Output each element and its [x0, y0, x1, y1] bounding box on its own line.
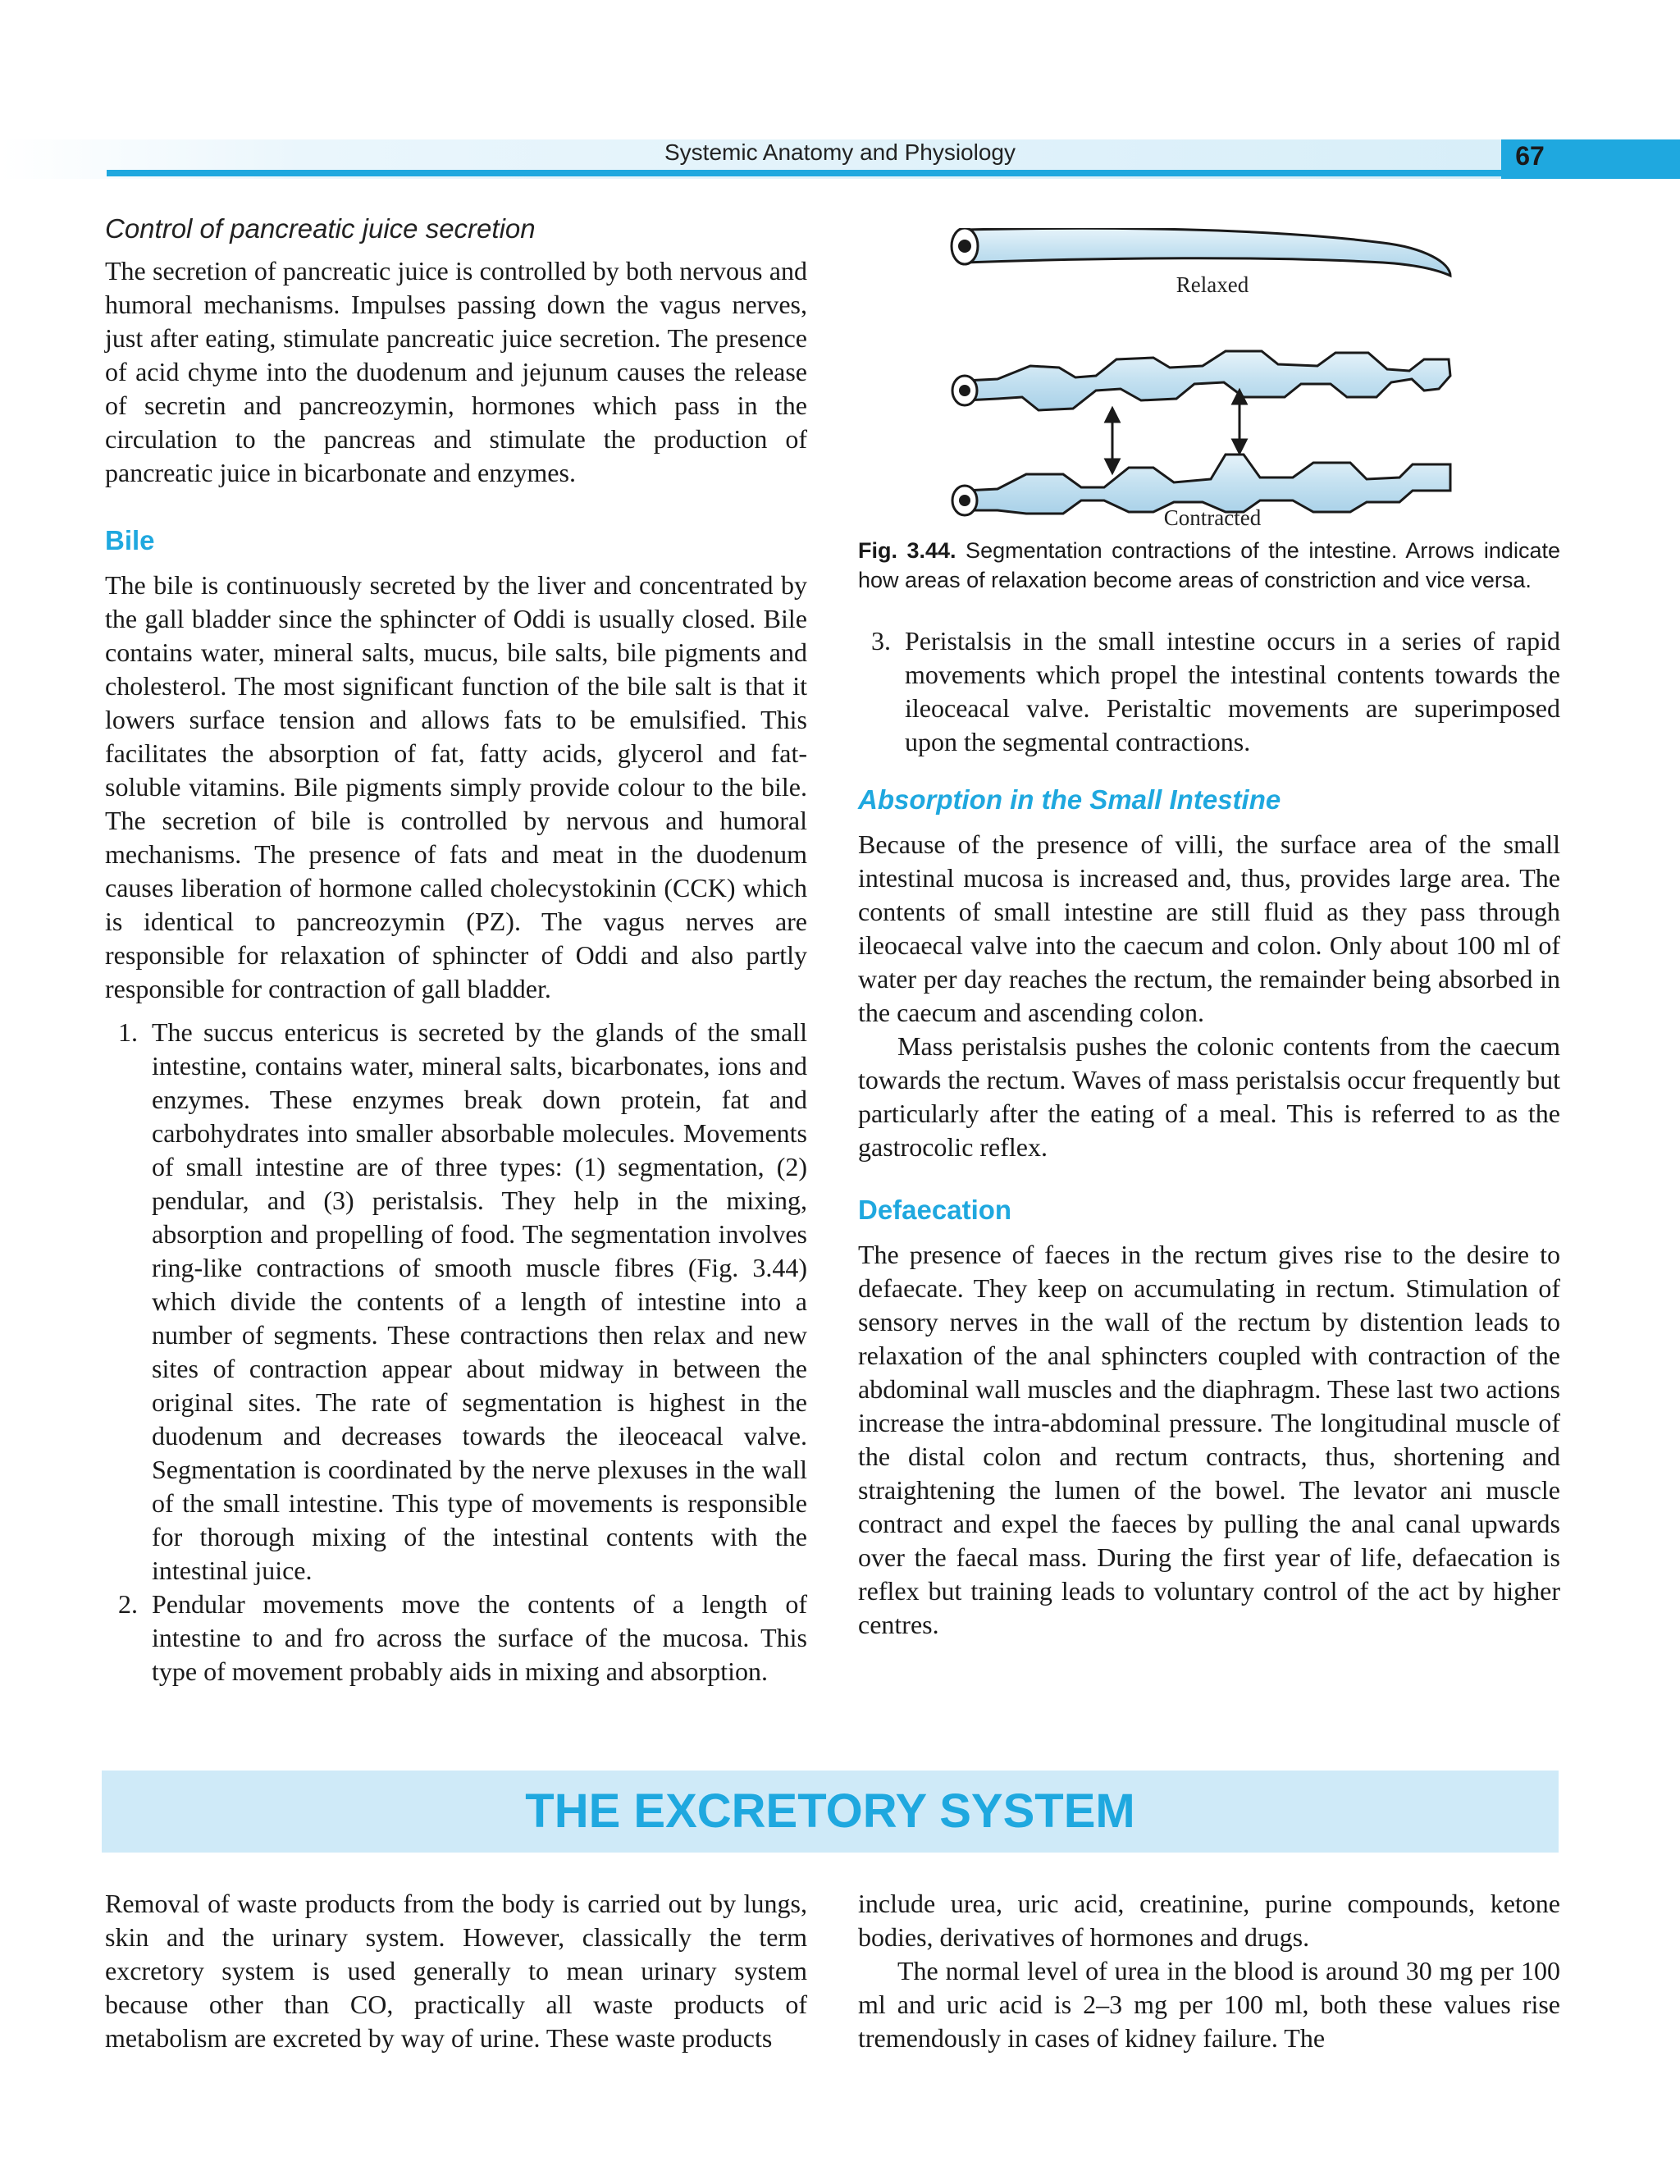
contracted-tube-lower-lumen	[959, 495, 970, 506]
relaxed-tube	[965, 228, 1450, 276]
list-item-number: 2.	[118, 1589, 138, 1619]
list-item-text: Pendular movements move the contents of a length of intestine to and fro across the surface of the mucosa. This type of movement probably aids in mixing and absorption.	[152, 1589, 807, 1686]
label-relaxed: Relaxed	[1176, 272, 1249, 297]
bile-paragraph: The bile is continuously secreted by the liver and concentrated by the gall bladder since the sphincter of Oddi is usually closed. Bile contains water, mineral salts, mucus, bile salts, bile pigments and cholesterol. The most significant function of the bile salt is that it lowers surface tension and allows fats to be emulsified. This facilitates the absorption of fat, fatty acids, glycerol and fat-soluble vitamins. Bile pigments simply provide colour to the bile. The secretion of bile is controlled by nervous and humoral mechanisms. The presence of fats and meat in the duodenum causes liberation of hormone called cholecystokinin (CCK) which is identical to pancreozymin (PZ). The vagus nerves are responsible for relaxation of sphincter of Oddi and also partly responsible for contraction of gall bladder.	[105, 570, 807, 1003]
page-number: 67	[1515, 141, 1545, 171]
bottom-right-column	[858, 1887, 1560, 2055]
urea-level-paragraph: The normal level of urea in the blood is around 30 mg per 100 ml and uric acid is 2–3 mg per 100 ml, both these values rise tremendously in cases of kidney failure. The	[858, 1956, 1560, 2053]
excretory-continued-paragraph: include urea, uric acid, creatinine, purine compounds, ketone bodies, derivatives of hormones and drugs.	[858, 1889, 1560, 1952]
list-item-text: The succus entericus is secreted by the glands of the small intestine, contains water, mineral salts, bicarbonates, ions and enzymes. These enzymes break down protein, fat and carbohydrates into smaller absorbable molecules. Movements of small intestine are of three types: (1) segmentation, (2) pendular, and (3) peristalsis. They help in the mixing, absorption and propelling of food. The segmentation involves ring-like contractions of smooth muscle fibres (Fig. 3.44) which divide the contents of a length of intestine into a number of segments. These contractions then relax and new sites of contraction appear about midway in between the original sites. The rate of segmentation is highest in the duodenum and decreases towards the ileoceacal valve. Segmentation is coordinated by the nerve plexuses in the wall of the small intestine. This type of movements is responsible for thorough mixing of the intestinal contents with the intestinal juice.	[152, 1017, 807, 1585]
contracted-tube-upper	[965, 351, 1450, 410]
segmentation-diagram	[858, 228, 1560, 528]
list-item-1	[105, 1016, 807, 1588]
figure-label: Fig. 3.44.	[858, 538, 956, 563]
chapter-banner	[102, 1771, 1559, 1853]
chapter-title: THE EXCRETORY SYSTEM	[525, 1784, 1135, 1838]
contracted-tube-upper-lumen	[959, 385, 970, 396]
left-column	[105, 212, 807, 1688]
section-title-pancreatic: Control of pancreatic juice secretion	[105, 213, 536, 244]
list-item-number: 1.	[118, 1017, 138, 1047]
label-contracted: Contracted	[1163, 505, 1262, 528]
section-title-absorption: Absorption in the Small Intestine	[858, 784, 1281, 815]
relaxed-tube-lumen	[958, 240, 971, 253]
defaecation-paragraph: The presence of faeces in the rectum gives rise to the desire to defaecate. They keep on accumulating in rectum. Stimulation of sensory nerves in the wall of the rectum by distention leads to relaxation of the anal sphincters coupled with contraction of the abdominal wall muscles and the diaphragm. These last two actions increase the intra-abdominal pressure. The longitudinal muscle of the distal colon and rectum contracts, thus, shortening and straightening the lumen of the bowel. The levator ani muscle contract and expel the faeces by pulling the anal canal upwards over the faecal mass. During the first year of life, defaecation is reflex but training leads to voluntary control of the act by higher centres.	[858, 1240, 1560, 1639]
list-item-number: 3.	[871, 626, 891, 656]
running-title: Systemic Anatomy and Physiology	[664, 139, 1016, 165]
absorption-paragraph-2: Mass peristalsis pushes the colonic contents from the caecum towards the rectum. Waves of mass peristalsis occur frequently but particularly after the eating of a meal. This is referred to as the gastrocolic reflex.	[858, 1031, 1560, 1162]
header-rule	[107, 170, 1509, 176]
figure-segmentation	[858, 228, 1560, 528]
excretory-intro-paragraph: Removal of waste products from the body is carried out by lungs, skin and the urinary system. However, classically the term excretory system is used generally to mean urinary system because other than CO, practically all waste products of metabolism are excreted by way of urine. These waste products	[105, 1889, 807, 2053]
arrow-left	[1106, 409, 1119, 473]
absorption-paragraph-1: Because of the presence of villi, the surface area of the small intestinal mucosa is increased and, thus, provides large area. The contents of small intestine are still fluid as they pass through ileocaecal valve into the caecum and colon. Only about 100 ml of water per day reaches the rectum, the remainder being absorbed in the caecum and ascending colon.	[858, 829, 1560, 1027]
list-item-text: Peristalsis in the small intestine occurs in a series of rapid movements which propel the intestinal contents towards the ileoceacal valve. Peristaltic movements are superimposed upon the segmental contractions.	[905, 626, 1560, 756]
figure-caption	[858, 536, 1560, 595]
section-title-bile: Bile	[105, 525, 155, 555]
list-item-2	[105, 1588, 807, 1688]
figure-caption-text: Segmentation contractions of the intestine. Arrows indicate how areas of relaxation become areas of constriction and vice versa.	[858, 538, 1560, 592]
section-title-defaecation: Defaecation	[858, 1195, 1012, 1225]
arrow-right	[1233, 391, 1246, 453]
pancreatic-paragraph: The secretion of pancreatic juice is controlled by both nervous and humoral mechanisms. Impulses passing down the vagus nerves, just after eating, stimulate pancreatic juice secretion. The presence of acid chyme into the duodenum and jejunum causes the release of secretin and pancreozymin, hormones which pass in the circulation to the pancreas and stimulate the production of pancreatic juice in bicarbonate and enzymes.	[105, 256, 807, 487]
list-item-3	[858, 624, 1560, 759]
bottom-left-column	[105, 1887, 807, 2055]
right-column	[858, 228, 1560, 1642]
